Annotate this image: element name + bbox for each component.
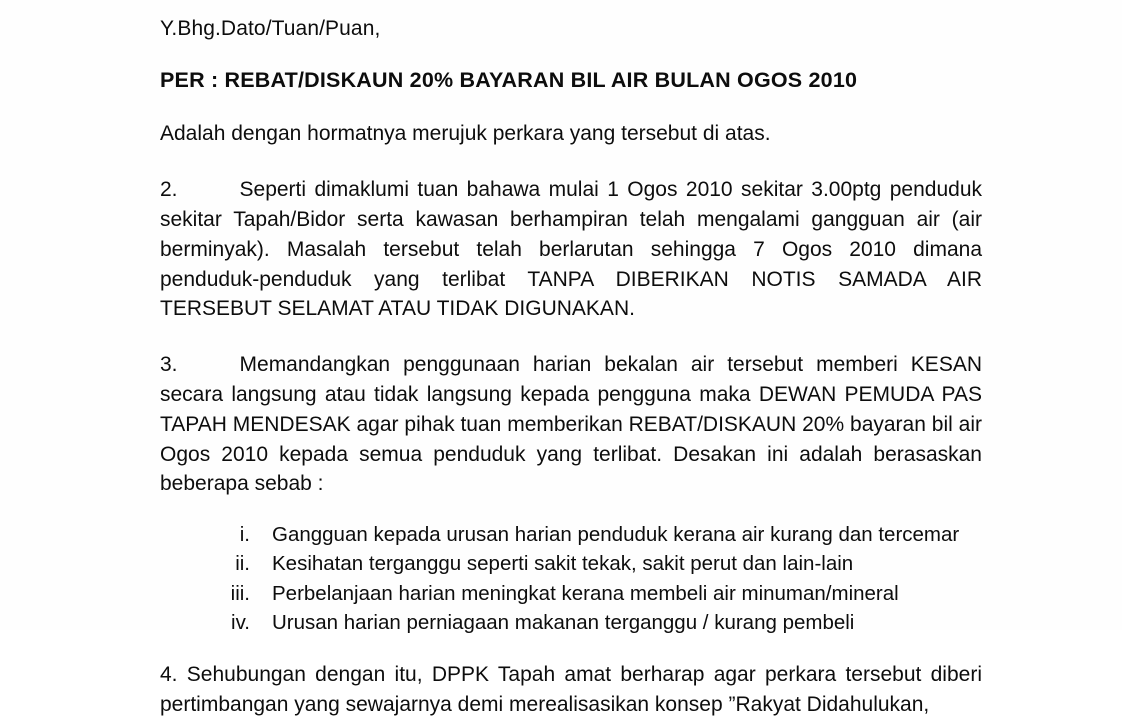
salutation-line: Y.Bhg.Dato/Tuan/Puan, [160, 17, 381, 40]
list-item [160, 550, 982, 577]
paragraph-2-number: 2. [160, 178, 178, 202]
paragraph-3 [160, 350, 982, 499]
list-item-marker: ii. [235, 552, 250, 576]
paragraph-2 [160, 175, 982, 324]
list-item-marker: iv. [231, 610, 250, 634]
paragraph-3-text: Memandangkan penggunaan harian bekalan air tersebut memberi KESAN secara langsung atau tidak langsung kepada pengguna maka DEWAN PEMUDA PAS TAPAH MENDESAK agar pihak tuan memberikan REBAT/DISKAUN 20% bayaran bil air Ogos 2010 kepada semua penduduk yang terlibat. Desakan ini adalah berasaskan beberapa sebab : [160, 353, 982, 496]
list-item-text: Urusan harian perniagaan makanan terganggu / kurang pembeli [272, 610, 855, 634]
list-item [160, 580, 982, 607]
list-item-text: Perbelanjaan harian meningkat kerana membeli air minuman/mineral [272, 581, 899, 605]
list-item-text: Gangguan kepada urusan harian penduduk kerana air kurang dan tercemar [272, 523, 960, 547]
opening-paragraph: Adalah dengan hormatnya merujuk perkara yang tersebut di atas. [160, 122, 771, 146]
list-item-text: Kesihatan terganggu seperti sakit tekak, sakit perut dan lain-lain [272, 552, 854, 576]
reasons-list [160, 521, 982, 636]
paragraph-2-text: Seperti dimaklumi tuan bahawa mulai 1 Ogos 2010 sekitar 3.00ptg penduduk sekitar Tapah/Bidor serta kawasan berhampiran telah mengalami gangguan air (air berminyak). Masalah tersebut telah berlarutan sehingga 7 Ogos 2010 dimana penduduk-penduduk yang terlibat TANPA DIBERIKAN NOTIS SAMADA AIR TERSEBUT SELAMAT ATAU TIDAK DIGUNAKAN. [160, 178, 982, 321]
list-item-marker: iii. [230, 581, 250, 605]
list-item [160, 609, 982, 636]
paragraph-3-number: 3. [160, 353, 178, 377]
list-item-marker: i. [239, 523, 250, 547]
list-item [160, 521, 982, 548]
paragraph-4: 4. Sehubungan dengan itu, DPPK Tapah amat berharap agar perkara tersebut diberi pertimbangan yang sewajarnya demi merealisasikan konsep ”Rakyat Didahulukan, [160, 663, 982, 716]
subject-line: PER : REBAT/DISKAUN 20% BAYARAN BIL AIR BULAN OGOS 2010 [160, 68, 858, 93]
